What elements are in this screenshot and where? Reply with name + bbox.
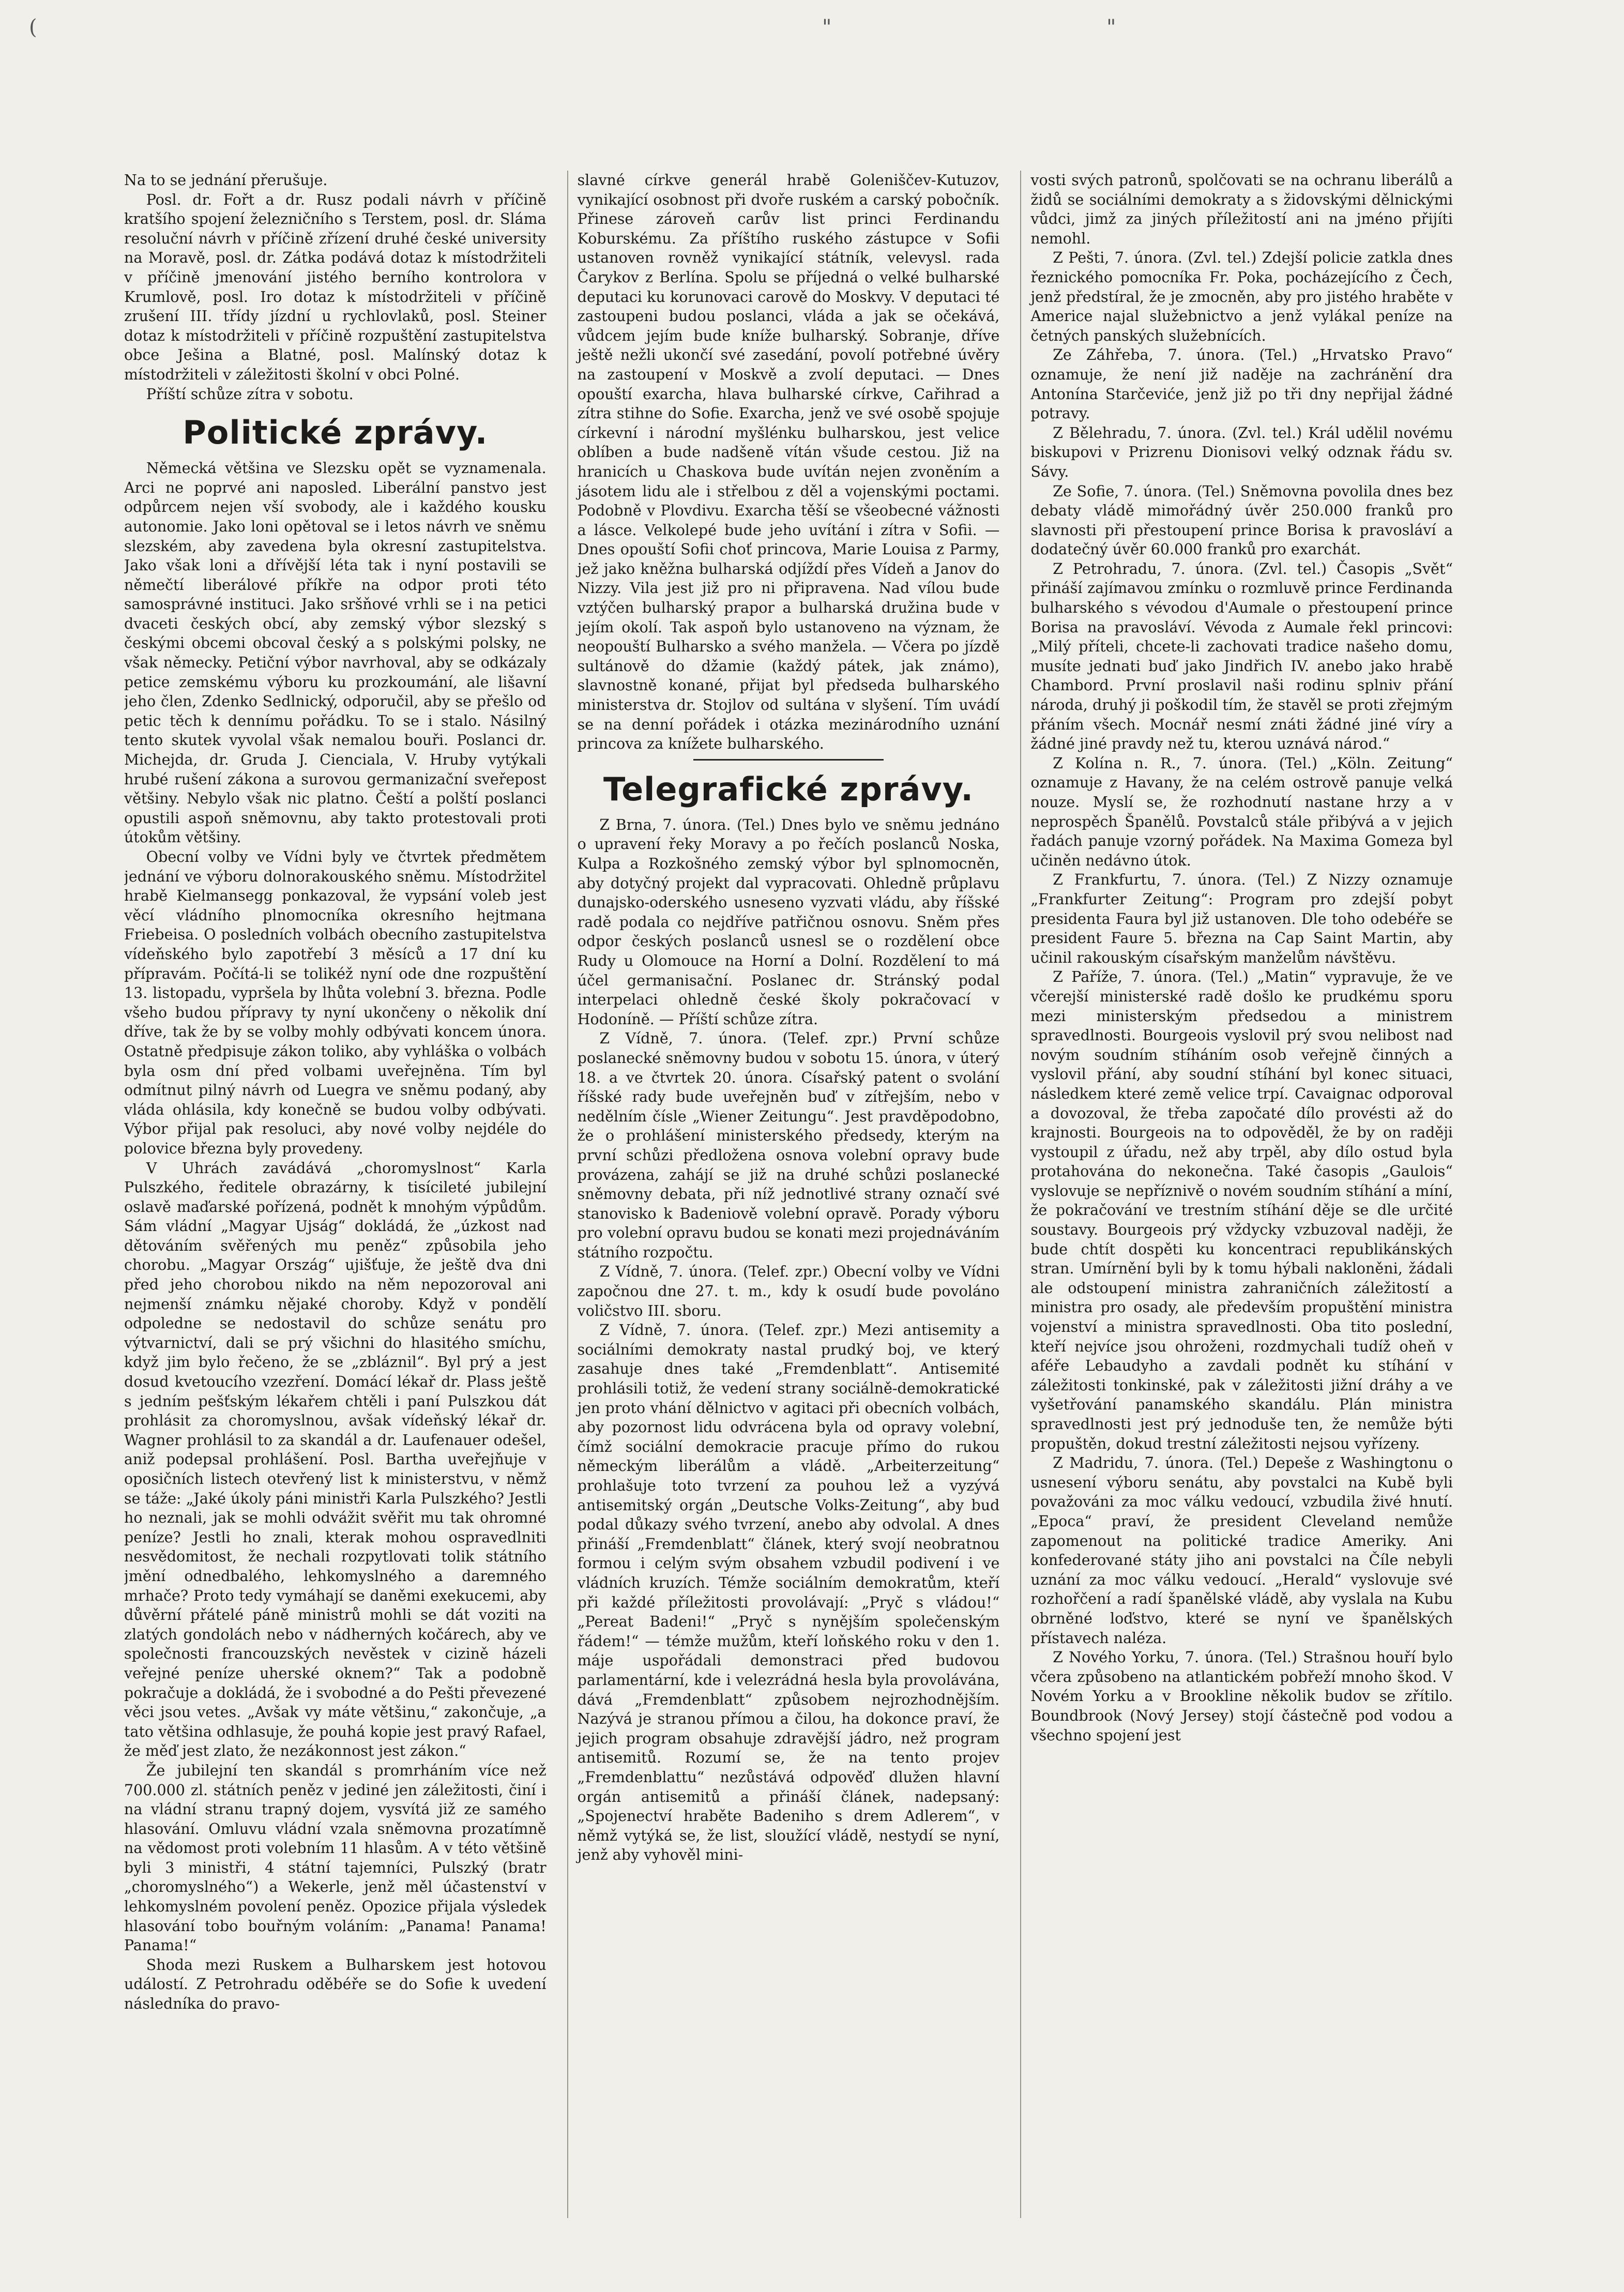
paragraph: Z Pešti, 7. února. (Zvl. tel.) Zdejší policie zatkla dnes řeznického pomocníka Fr. Poka, pocházejícího z Čech, jenž předstíral, že je zmocněn, aby pro jistého hraběte v Americe najal služebnictvo a jenž vylákal peníze na četných panských služebnících. xyxy=(1030,249,1453,344)
paragraph: Na to se jednání přerušuje. xyxy=(124,172,328,189)
paragraph: Posl. dr. Fořt a dr. Rusz podali návrh v příčině kratšího spojení železničního s Terstem, posl. dr. Sláma resoluční návrh v příčině zřízení druhé české university na Moravě, posl. dr. Zátka podává dotaz k místodržiteli v příčině jmenování jistého berního kontrolora v Krumlově, posl. Iro dotaz k místodržiteli v příčině zrušení III. třídy jízdní u rychlovlaků, posl. Steiner dotaz k místodržiteli v příčině rozpuštění zastupitelstva obce Ješina a Blatné, posl. Malínský dotaz k místodržiteli v záležitosti školní v obci Polné. xyxy=(124,191,547,383)
page-edge-mark: ( xyxy=(29,16,37,39)
paragraph: Z Madridu, 7. února. (Tel.) Depeše z Washingtonu o usnesení výboru senátu, aby povstalci na Kubě byli považováni za moc válku vedoucí, vzbudila živé hnutí. „Epoca“ praví, že president Cleveland nemůže zapomenout na politické tradice Ameriky. Ani konfederované státy jiho ani povstalci na Číle nebyli uznání za moc válku vedoucí. „Herald“ vyslovuje své rozhořčení a radí španělské vládě, aby vyslala na Kubu obrněné loďstvo, které se nyní ve španělských přístavech naléza. xyxy=(1030,1454,1453,1647)
paragraph: Z Petrohradu, 7. února. (Zvl. tel.) Časopis „Svět“ přináší zajímavou zmínku o rozmluvě prince Ferdinanda bulharského s vévodou d'Aumale o přestoupení prince Borisa na pravosláví. Vévoda z Aumale řekl princovi: „Milý příteli, chcete-li zachovati tradice našeho domu, musíte jednati buď jako Jindřich IV. anebo jako hrabě Chambord. První proslavil naši rodinu splniv přání národa, druhý ji poškodil tím, že stavěl se proti zřejmým přáním všech. Mocnář nesmí znáti žádné jiné víry a žádné jiné pravdy než tu, kterou uznává národ.“ xyxy=(1030,560,1453,753)
paragraph: Z Paříže, 7. února. (Tel.) „Matin“ vypravuje, že ve včerejší ministerské radě došlo ke prudkému sporu mezi ministerským předsedou a ministrem spravedlnosti. Bourgeois vyslovil prý svou nelibost nad novým soudním stíháním osob veřejně činných a vyslovil přání, aby soudní stíhání byl konec situaci, následkem které země velice trpí. Cavaignac odporoval a dovozoval, že třeba započaté dílo provésti až do krajnosti. Bourgeois na to odpověděl, že by on raději vystoupil z úřadu, než aby trpěl, aby dílo ostud byla protahována do nekonečna. Také časopis „Gaulois“ vyslovuje se nepříznivě o novém soudním stíhání a míní, že pokračování ve trestním stíhání děje se dle určité soustavy. Bourgeois prý vždycky vzbuzoval naději, že bude chtít dospěti ku koncentraci republikánských stran. Umírnění byli by k tomu hýbali nakloněni, žádali ale odstoupení ministra zahraničních záležitostí a ministra pro osady, ale především propuštění ministra vojenství a ministra spravedlnosti. Oba tito poslední, kteří nejvíce jsou ohroženi, rozdmychali tudíž oheň v aféře Lebaudyho a zavdali podnět ku stíhání v záležitosti tonkinské, pak v záležitosti jižní dráhy a ve vyšetřování panamského skandálu. Plán ministra spravedlnosti jest prý jednoduše ten, že nemůže býti propuštěn, dokud trestní záležitosti nejsou vyřízeny. xyxy=(1030,968,1453,1452)
column-2 xyxy=(567,171,1000,2218)
paragraph: Z Brna, 7. února. (Tel.) Dnes bylo ve sněmu jednáno o upravení řeky Moravy a po řečích poslanců Noska, Kulpa a Rozkošného zemský výbor byl splnomocněn, aby dotyčný projekt dal vypracovati. Ohledně průplavu dunajsko-oderského usneseno vyzvati vládu, aby říšské radě podala co nejdříve patřičnou osnovu. Sněm přes odpor českých poslanců usnesl se o rozdělení obce Rudy u Olomouce na Horní a Dolní. Rozdělení to má účel germanisační. Poslanec dr. Stránský podal interpelaci ohledně české školy pokračovací v Hodoníně. — Příští schůze zítra. xyxy=(577,816,1000,1028)
paragraph: Že jubilejní ten skandál s promrháním více než 700.000 zl. státních peněz v jediné jen záležitosti, činí i na vládní stranu trapný dojem, vysvítá již ze samého hlasování. Omluvu vládní vzala sněmovna prozatímně na vědomost proti volebním 11 hlasům. A v této většině byli 3 ministři, 4 státní tajemníci, Pulszký (bratr „choromyslného“) a Wekerle, jenž měl účastenství v lehkomyslném povolení peněz. Opozice přijala výsledek hlasování tobo bouřným voláním: „Panama! Panama! Panama!“ xyxy=(124,1762,547,1954)
page-edge-mark: " xyxy=(1106,16,1116,39)
text-columns xyxy=(124,171,1453,2218)
paragraph: Ze Sofie, 7. února. (Tel.) Sněmovna povolila dnes bez debaty vládě mimořádný úvěr 250.000 franků pro slavnosti při přestoupení prince Borisa k pravosláví a dodatečný úvěr 60.000 franků pro exarchát. xyxy=(1030,482,1453,558)
paragraph: vosti svých patronů, spolčovati se na ochranu liberálů a židů se sociálními demokraty a s židovskými dělnickými vůdci, jimž za jiných příležitostí ani na jméno přijíti nemohl. xyxy=(1030,172,1453,247)
section-heading-political: Politické zprávy. xyxy=(183,414,488,452)
paragraph: Z Nového Yorku, 7. února. (Tel.) Strašnou houří bylo včera způsobeno na atlantickém pobřeží mnoho škod. V Novém Yorku a v Brookline několik budov se zřítilo. Boundbrook (Nový Jersey) stojí částečně pod vodou a všechno spojení jest xyxy=(1030,1649,1453,1744)
section-heading-telegraph: Telegrafické zprávy. xyxy=(603,770,974,808)
paragraph: Z Frankfurtu, 7. února. (Tel.) Z Nizzy oznamuje „Frankfurter Zeitung“: Program pro zdejší pobyt presidenta Faura byl již ustanoven. Dle toho odebéře se president Faure 5. března na Cap Saint Martin, aby učinil rakouským císařským manželům návštěvu. xyxy=(1030,871,1453,966)
column-3 xyxy=(1020,171,1453,2218)
divider xyxy=(693,759,884,761)
paragraph: Z Bělehradu, 7. února. (Zvl. tel.) Král udělil novému biskupovi v Prizrenu Dionisovi velký odznak řádu sv. Sávy. xyxy=(1030,424,1453,480)
paragraph: Německá většina ve Slezsku opět se vyznamenala. Arci ne poprvé ani naposled. Liberální panstvo jest odpůrcem nejen vší svobody, ale i každého kousku autonomie. Jako loni opětoval se i letos návrh ve sněmu slezském, aby zavedena byla okresní zastupitelstva. Jako však loni a dřívější léta tak i nyní postavili se němečtí liberálové příkře na odpor proti této samosprávné instituci. Jako sršňové vrhli se i na petici dvaceti českých obcí, aby zemský výbor slezský s českými obcemi obcoval český a s polskými polsky, ne však německy. Petiční výbor navrhoval, aby se odkázaly petice zemskému výboru ku prozkoumání, ale lišavní jeho člen, Zdenko Sedlnický, odporučil, aby se přešlo od petic těch k dennímu pořádku. To se i stalo. Násilný tento skutek vyvolal však nemalou bouři. Poslanci dr. Michejda, dr. Gruda J. Cienciala, V. Hruby vytýkali hrubé rušení zákona a surovou germanizační sveřepost většiny. Nebylo však nic platno. Čeští a polští poslanci opustili aspoň sněmovnu, aby takto protestovali proti útokům většiny. xyxy=(124,460,547,846)
paragraph: V Uhrách zavádává „choromyslnost“ Karla Pulszkého, ředitele obrazárny, k tisícileté jubilejní oslavě maďarské pořízená, podnět k mnohým výpůdům. Sám vládní „Magyar Ujság“ dokládá, že „úzkost nad dětováním svěřených mu peněz“ způsobila jeho chorobu. „Magyar Ország“ ujišťuje, že ještě dva dni před jeho chorobou nikdo na něm nepozoroval ani nejmenší známku nějaké choroby. Když v pondělí odpoledne se nedostavil do schůze senátu pro výtvarnictví, dali se prý všichni do hlasitého smíchu, když jim bylo řečeno, že se „zbláznil“. Byl prý a jest dosud kvetoucího vzezření. Domácí lékař dr. Plass ještě s jedním pešťským lékařem chtěli i paní Pulszkou dát prohlásit za choromyslnou, avšak vídeňský lékař dr. Wagner prohlásil to za skandál a dr. Laufenauer odešel, aniž podepsal prohlášení. Posl. Bartha uveřejňuje v oposičních listech otevřený list k ministerstvu, v němž se táže: „Jaké úkoly páni ministři Karla Pulszkého? Jestli ho neznali, jak se mohli odvážit svěřit mu tak ohromné peníze? Jestli ho znali, kterak mohou ospravedlniti nesvědomitost, že nechali rozpytlovati tolik státního jmění odnedbalého, lehkomyslného a daremného mrhače? Proto tedy vymáhají se daněmi exekucemi, aby důvěrní přátelé páně ministrů mohli se dát voziti na zlatých gondolách nebo v nádherných kočárech, aby ve společnosti francouzských nevěstek v cizině házeli veřejné peníze uherské oknem?“ Tak a podobně pokračuje a dokládá, že i svobodné a do Pešti převezené věci jsou vetes. „Avšak vy máte většinu,“ zakončuje, „a tato většina odhlasuje, že pouhá kopie jest pravý Rafael, že měď jest zlato, že nezákonnost jest zákon.“ xyxy=(124,1159,547,1760)
column-1 xyxy=(124,171,547,2218)
paragraph: Z Vídně, 7. února. (Telef. zpr.) Obecní volby ve Vídni započnou dne 27. t. m., kdy k osudí bude povoláno voličstvo III. sboru. xyxy=(577,1263,1000,1319)
paragraph: Z Kolína n. R., 7. února. (Tel.) „Köln. Zeitung“ oznamuje z Havany, že na celém ostrově panuje velká nouze. Myslí se, že rozhodnutí nastane hrzy a v neprospěch Španělů. Povstalců stále přibývá a v jejich řadách panuje vzorný pořádek. Na Maxima Gomeza byl učiněn nedávno útok. xyxy=(1030,754,1453,869)
paragraph: Z Vídně, 7. února. (Telef. zpr.) První schůze poslanecké sněmovny budou v sobotu 15. února, v úterý 18. a ve čtvrtek 20. února. Císařský patent o svolání říšské rady bude uveřejněn buď v zítřejším, nebo v nedělním čísle „Wiener Zeitungu“. Jest pravděpodobno, že o prohlášení ministerského předsedy, kterým na první schůzi předložena osnova volební opravy bude provázena, zahájí se již na druhé schůzi poslanecké sněmovny debata, při níž jednotlivé strany označí své stanovisko k Badeniově volební opravě. Porady výboru pro volební opravu budou se konati mezi projednáváním státního rozpočtu. xyxy=(577,1030,1000,1261)
paragraph: Z Vídně, 7. února. (Telef. zpr.) Mezi antisemity a sociálními demokraty nastal prudký boj, ve který zasahuje dnes také „Fremdenblatt“. Antisemité prohlásili totiž, že vedení strany sociálně-demokratické jen proto vhání dělnictvo v agitaci při obecních volbách, aby pozornost lidu odvrácena byla od opravy volební, čímž sociální demokracie pracuje přímo do rukou německým liberálům a vládě. „Arbeiterzeitung“ prohlašuje toto tvrzení za pouhou lež a vyzývá antisemitský orgán „Deutsche Volks-Zeitung“, aby bud podal důkazy svého tvrzení, anebo aby odvolal. A dnes přináší „Fremdenblatt“ článek, který svojí neobratnou formou i celým svým obsahem vzbudil podivení i ve vládních kruzích. Témže sociálním demokratům, kteří při každé příležitosti provolávají: „Pryč s vládou!“ „Pereat Badeni!“ „Pryč s nynějším společenským řádem!“ — témže mužům, kteří loňského roku v den 1. máje uspořádali demonstraci před budovou parlamentární, kde i velezrádná hesla byla provolávána, dává „Fremdenblatt“ způsobem nejrozhodnějším. Nazývá je stranou přímou a čilou, ha dokonce praví, že jejich program obsahuje zdravější jádro, než program antisemitů. Rozumí se, že na tento projev „Fremdenblattu“ nezůstává odpověď dlužen hlavní orgán antisemitů a přináší článek, nadepsaný: „Spojenectví hraběte Badeniho s drem Adlerem“, v němž vytýká se, že list, sloužící vládě, nestydí se nyní, jenž aby vyhověl mini- xyxy=(577,1322,1000,1864)
paragraph: slavné církve generál hrabě Goleniščev-Kutuzov, vynikající osobnost při dvoře ruském a carský pobočník. Přinese zároveň carův list princi Ferdinandu Koburskému. Za příštího ruského zástupce v Sofii ustanoven rovněž vynikající státník, velevysl. rada Čarykov z Berlína. Spolu se příjedná o velké bulharské deputaci ku korunovaci carově do Moskvy. V deputaci té zastoupeni budou poslanci, vláda a jak se očekává, vůdcem jejím bude kníže bulharský. Sobranje, dříve ještě nežli ukončí své zasedání, povolí potřebné úvěry na zastoupení v Moskvě a zvolí deputaci. — Dnes opouští exarcha, hlava bulharské církve, Cařihrad a zítra stihne do Sofie. Exarcha, jenž ve své osobě spojuje církevní i národní myšlénku bulharskou, jest velice oblíben a bude nadšeně vítán všude cestou. Již na hranicích u Chaskova bude uvítán nejen zvoněním a jásotem lidu ale i střelbou z děl a vojenskými poctami. Podobně v Plovdivu. Exarcha těší se všeobecné vážnosti a lásce. Velkolepé bude jeho uvítání i zítra v Sofii. — Dnes opouští Sofii choť princova, Marie Louisa z Parmy, jež jako kněžna bulharská odjíždí přes Vídeň a Janov do Nizzy. Vila jest již pro ni připravena. Nad vílou bude vztýčen bulharský prapor a bulharská družina bude v jejím okolí. Tak aspoň bylo ustanoveno na význam, že neopouští Bulharsko a svého manžela. — Včera po jízdě sultánově do džamie (každý pátek, jak známo), slavnostně konané, přijat byl předseda bulharského ministerstva dr. Stojlov od sultána v slyšení. Tím uvádí se na denní pořádek i otázka mezinárodního uznání princova za knížete bulharského. xyxy=(577,172,1000,753)
paragraph: Shoda mezi Ruskem a Bulharskem jest hotovou událostí. Z Petrohradu oděbéře se do Sofie k uvedení následníka do pravo- xyxy=(124,1956,547,2013)
paragraph: Ze Záhřeba, 7. února. (Tel.) „Hrvatsko Pravo“ oznamuje, že není již naděje na zachránění dra Antonína Starčeviće, jenž již po tři dny nepřijal žádné potravy. xyxy=(1030,346,1453,422)
paragraph: Příští schůze zítra v sobotu. xyxy=(146,385,354,403)
paragraph: Obecní volby ve Vídni byly ve čtvrtek předmětem jednání ve výboru dolnorakouského sněmu. Místodržitel hrabě Kielmansegg ponkazoval, že vypsání voleb jest věcí vládního plnomocníka okresního hejtmana Friebeisa. O posledních volbách obecního zastupitelstva vídeňského bylo zapotřebí 3 měsíců a 17 dní ku přípravám. Počítá-li se tolikéž nyní ode dne rozpuštění 13. listopadu, vypršela by lhůta volební 3. března. Podle všeho budou přípravy ty nyní ukončeny o několik dní dříve, tak že by se volby mohly odbývati koncem února. Ostatně předpisuje zákon toliko, aby vyhláška o volbách byla osm dní před volbami uveřejněna. Tím byl odmítnut pilný návrh od Luegra ve sněmu podaný, aby vláda ohlásila, kdy konečně se budou volby odbývati. Výbor přijal pak resoluci, aby nové volby nejdéle do polovice března byly provedeny. xyxy=(124,848,547,1157)
page-edge-mark: " xyxy=(822,16,832,39)
